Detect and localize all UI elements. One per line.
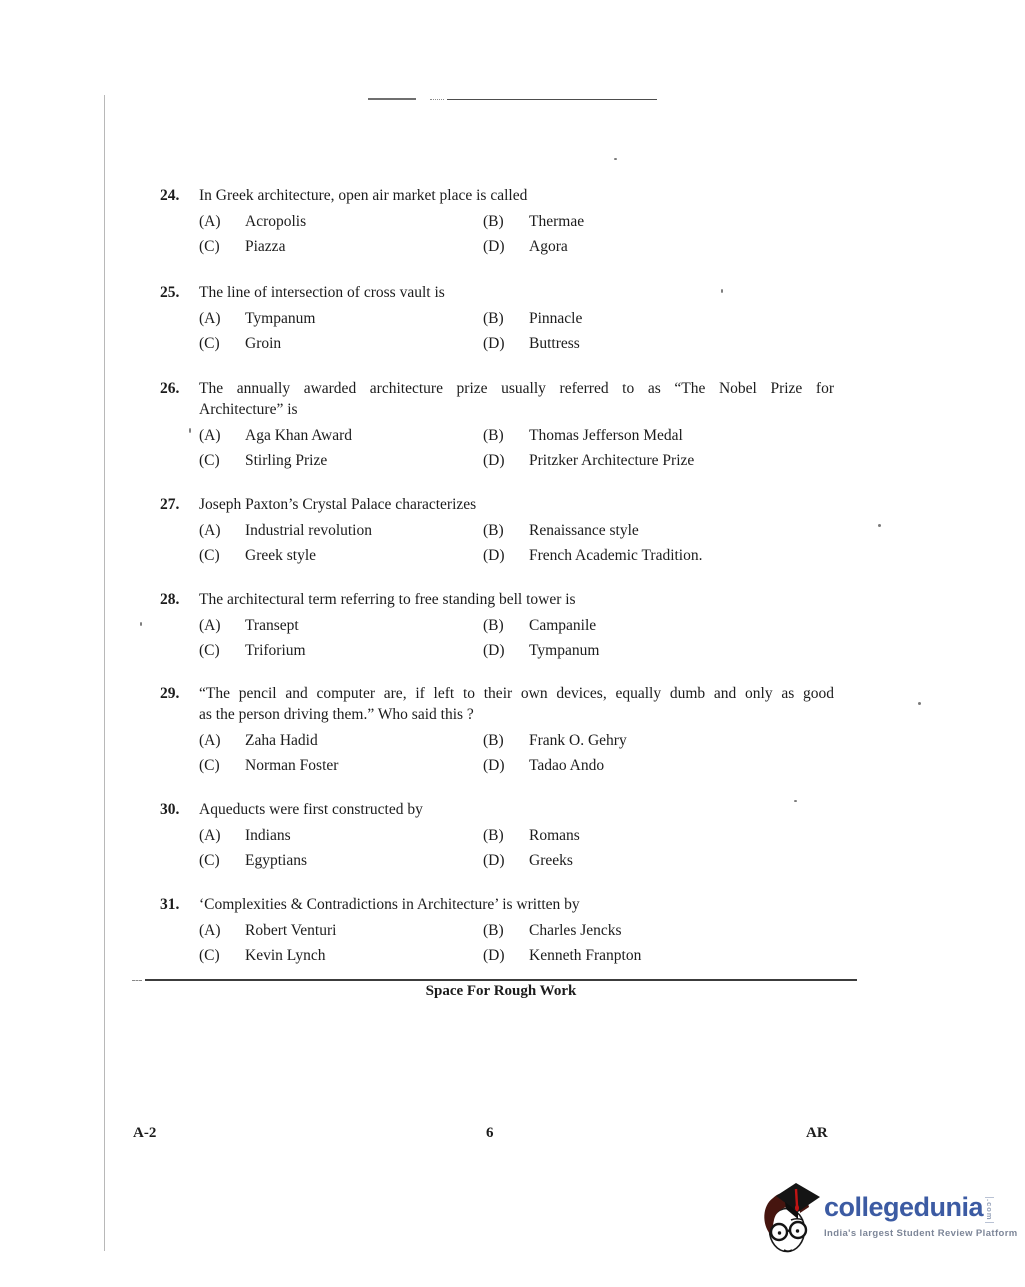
option-a: (A) Aga Khan Award bbox=[199, 426, 353, 444]
option-b: (B) Charles Jencks bbox=[483, 921, 622, 939]
rough-work-rule bbox=[145, 979, 857, 981]
option-c: (C) Egyptians bbox=[199, 851, 307, 869]
scan-speck bbox=[614, 158, 617, 160]
scan-edge-line bbox=[104, 95, 105, 1251]
scan-speck bbox=[140, 622, 142, 626]
options-grid bbox=[199, 823, 834, 873]
question-text: Aqueducts were first constructed by bbox=[199, 801, 423, 818]
scan-speck bbox=[878, 524, 881, 527]
question-number: 27. bbox=[160, 496, 180, 513]
question-31 bbox=[160, 894, 834, 968]
option-b: (B) Romans bbox=[483, 826, 580, 844]
scan-speck bbox=[918, 702, 921, 705]
question-24 bbox=[160, 185, 834, 259]
option-a: (A) Tympanum bbox=[199, 309, 316, 327]
question-27 bbox=[160, 494, 834, 568]
footer-subject-code: AR bbox=[806, 1125, 828, 1141]
option-c: (C) Groin bbox=[199, 334, 282, 352]
option-a: (A) Acropolis bbox=[199, 212, 307, 230]
option-a: (A) Zaha Hadid bbox=[199, 731, 318, 749]
logo-brand-text: collegedunia bbox=[824, 1192, 984, 1222]
rough-work-rule-lead bbox=[132, 980, 142, 981]
question-25 bbox=[160, 282, 834, 356]
option-b: (B) Renaissance style bbox=[483, 521, 639, 539]
question-text: The line of intersection of cross vault is bbox=[199, 284, 445, 301]
option-d: (D) Buttress bbox=[483, 334, 580, 352]
footer-set-code: A-2 bbox=[133, 1125, 157, 1141]
option-c: (C) Norman Foster bbox=[199, 756, 339, 774]
collegedunia-mascot-icon bbox=[760, 1180, 824, 1260]
option-a: (A) Transept bbox=[199, 616, 299, 634]
option-b: (B) Frank O. Gehry bbox=[483, 731, 627, 749]
question-number: 29. bbox=[160, 685, 180, 702]
question-number: 25. bbox=[160, 284, 180, 301]
logo-tagline: India's largest Student Review Platform bbox=[824, 1227, 1018, 1239]
option-b: (B) Thomas Jefferson Medal bbox=[483, 426, 683, 444]
option-a: (A) Robert Venturi bbox=[199, 921, 337, 939]
question-28 bbox=[160, 589, 834, 663]
collegedunia-logo bbox=[760, 1180, 1018, 1262]
question-text-line-1: “The pencil and computer are, if left to their own devices, equally dumb and only as good bbox=[199, 685, 834, 702]
option-a: (A) Industrial revolution bbox=[199, 521, 372, 539]
logo-domain-suffix: .com bbox=[985, 1199, 995, 1221]
question-number: 26. bbox=[160, 380, 180, 397]
options-grid bbox=[199, 728, 834, 778]
option-c: (C) Kevin Lynch bbox=[199, 946, 326, 964]
option-b: (B) Thermae bbox=[483, 212, 585, 230]
scan-top-dash bbox=[368, 98, 416, 100]
option-d: (D) Greeks bbox=[483, 851, 573, 869]
option-d: (D) French Academic Tradition. bbox=[483, 546, 703, 564]
option-d: (D) Pritzker Architecture Prize bbox=[483, 451, 695, 469]
question-text: Joseph Paxton’s Crystal Palace characterizes bbox=[199, 496, 477, 513]
option-b: (B) Campanile bbox=[483, 616, 597, 634]
option-c: (C) Piazza bbox=[199, 237, 286, 255]
scan-top-rule bbox=[447, 99, 657, 100]
question-text-line-1: The annually awarded architecture prize usually referred to as “The Nobel Prize for bbox=[199, 380, 834, 397]
question-number: 28. bbox=[160, 591, 180, 608]
options-grid bbox=[199, 423, 834, 473]
question-text: In Greek architecture, open air market place is called bbox=[199, 187, 528, 204]
question-text-line-2: Architecture” is bbox=[199, 401, 298, 418]
question-text: ‘Complexities & Contradictions in Architecture’ is written by bbox=[199, 896, 580, 913]
options-grid bbox=[199, 518, 834, 568]
question-number: 31. bbox=[160, 896, 180, 913]
scan-top-dots bbox=[430, 99, 444, 100]
options-grid bbox=[199, 209, 834, 259]
option-d: (D) Kenneth Franpton bbox=[483, 946, 642, 964]
option-a: (A) Indians bbox=[199, 826, 291, 844]
question-26 bbox=[160, 378, 834, 473]
question-number: 30. bbox=[160, 801, 180, 818]
question-29 bbox=[160, 683, 834, 778]
option-d: (D) Tympanum bbox=[483, 641, 600, 659]
option-c: (C) Stirling Prize bbox=[199, 451, 328, 469]
footer-page-number: 6 bbox=[486, 1125, 494, 1141]
question-30 bbox=[160, 799, 834, 873]
rough-work-label: Space For Rough Work bbox=[425, 983, 577, 999]
question-text: The architectural term referring to free standing bell tower is bbox=[199, 591, 576, 608]
option-d: (D) Agora bbox=[483, 237, 568, 255]
option-c: (C) Greek style bbox=[199, 546, 317, 564]
option-d: (D) Tadao Ando bbox=[483, 756, 605, 774]
question-text-line-2: as the person driving them.” Who said this ? bbox=[199, 706, 474, 723]
options-grid bbox=[199, 613, 834, 663]
option-c: (C) Triforium bbox=[199, 641, 306, 659]
question-number: 24. bbox=[160, 187, 180, 204]
options-grid bbox=[199, 306, 834, 356]
options-grid bbox=[199, 918, 834, 968]
option-b: (B) Pinnacle bbox=[483, 309, 583, 327]
